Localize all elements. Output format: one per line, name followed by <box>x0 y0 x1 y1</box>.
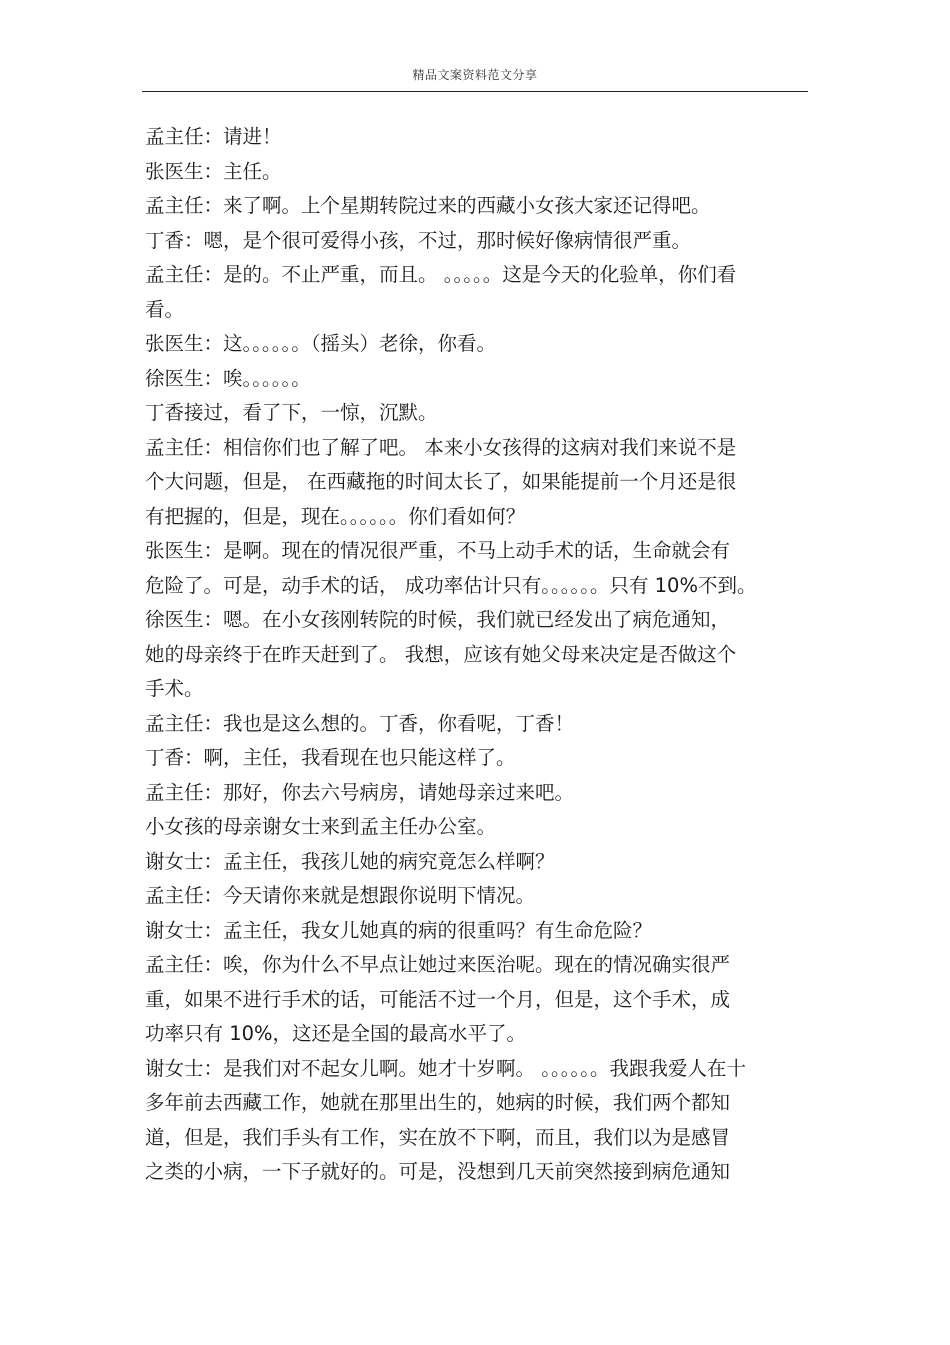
text-line: 看。 <box>145 297 185 321</box>
text-line: 道，但是，我们手头有工作，实在放不下啊，而且，我们以为是感冒 <box>145 1125 731 1149</box>
text-line: 她的母亲终于在昨天赶到了。 我想，应该有她父母来决定是否做这个 <box>145 642 737 666</box>
text-line: 谢女士：孟主任，我孩儿她的病究竟怎么样啊？ <box>145 849 555 873</box>
text-line: 孟主任：来了啊。上个星期转院过来的西藏小女孩大家还记得吧。 <box>145 194 711 217</box>
text-line: 张医生：是啊。现在的情况很严重，不马上动手术的话，生命就会有 <box>145 539 731 562</box>
text-line: 丁香：啊，主任，我看现在也只能这样了。 <box>145 746 516 769</box>
text-line: 孟主任：请进！ <box>145 125 282 148</box>
text-line: 孟主任：那好，你去六号病房，请她母亲过来吧。 <box>145 780 575 804</box>
text-line: 小女孩的母亲谢女士来到孟主任办公室。 <box>145 815 497 838</box>
text-line: 徐医生：唉。。。。。。 <box>145 366 311 390</box>
text-line: 孟主任：是的。不止严重，而且。 。。。。。这是今天的化验单，你们看 <box>145 263 737 286</box>
text-line: 多年前去西藏工作，她就在那里出生的，她病的时候，我们两个都知 <box>145 1091 731 1114</box>
document-body <box>145 120 815 1190</box>
text-line: 孟主任：相信你们也了解了吧。 本来小女孩得的这病对我们来说不是 <box>145 435 737 459</box>
text-line: 谢女士：孟主任，我女儿她真的病的很重吗？有生命危险？ <box>145 918 653 942</box>
text-line: 个大问题，但是， 在西藏拖的时间太长了，如果能提前一个月还是很 <box>145 470 737 493</box>
page-header: 精品文案资料范文分享 <box>412 68 538 82</box>
text-line: 孟主任：今天请你来就是想跟你说明下情况。 <box>145 884 536 907</box>
text-line: 手术。 <box>145 677 204 700</box>
text-line: 之类的小病，一下子就好的。可是，没想到几天前突然接到病危通知 <box>145 1160 731 1183</box>
text-line: 孟主任：我也是这么想的。丁香，你看呢，丁香！ <box>145 711 575 735</box>
text-line: 丁香接过，看了下，一惊，沉默。 <box>145 401 438 424</box>
text-line: 丁香：嗯，是个很可爱得小孩，不过，那时候好像病情很严重。 <box>145 228 692 252</box>
text-line: 重，如果不进行手术的话，可能活不过一个月，但是，这个手术，成 <box>145 987 731 1011</box>
text-line: 张医生：这。。。。。。（摇头）老徐，你看。 <box>145 332 497 355</box>
text-line: 孟主任：唉，你为什么不早点让她过来医治呢。现在的情况确实很严 <box>145 953 731 976</box>
header-divider <box>142 91 808 92</box>
text-line: 徐医生：嗯。在小女孩刚转院的时候，我们就已经发出了病危通知， <box>145 608 731 631</box>
text-line: 危险了。可是，动手术的话， 成功率估计只有。。。。。。只有 10%不到。 <box>145 573 757 597</box>
text-line: 谢女士：是我们对不起女儿啊。她才十岁啊。 。。。。。。我跟我爱人在十 <box>145 1056 746 1080</box>
text-line: 功率只有 10%，这还是全国的最高水平了。 <box>145 1022 527 1045</box>
text-line: 有把握的，但是，现在。。。。。。你们看如何？ <box>145 504 526 528</box>
text-line: 张医生：主任。 <box>145 159 282 183</box>
